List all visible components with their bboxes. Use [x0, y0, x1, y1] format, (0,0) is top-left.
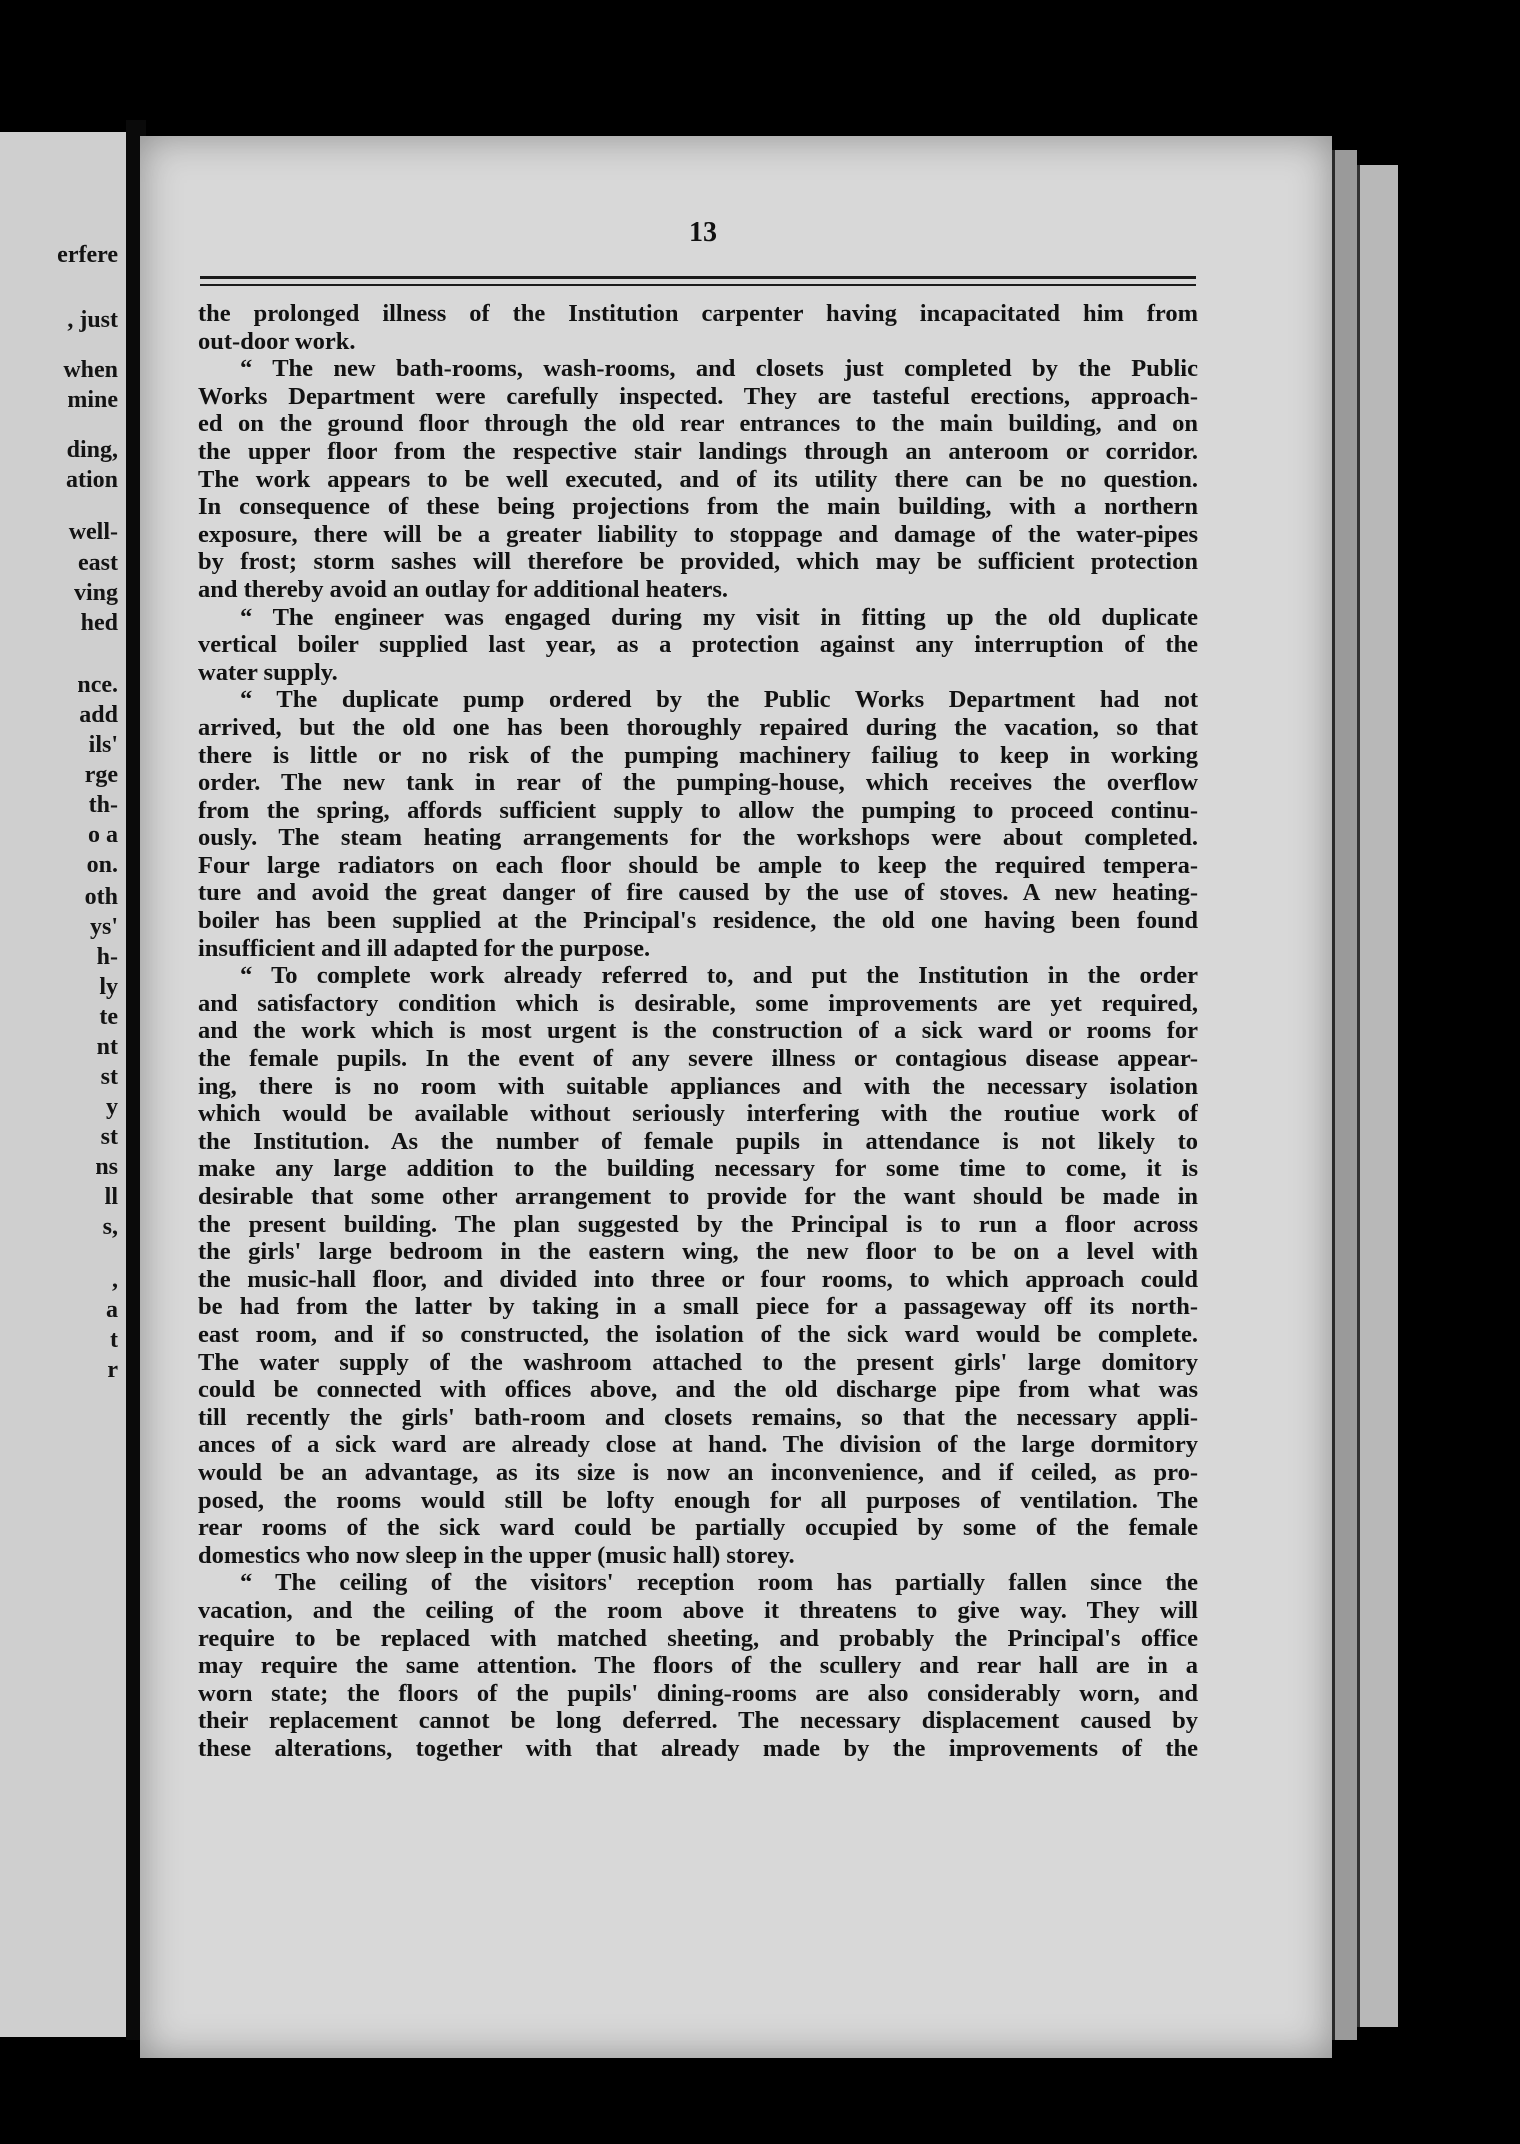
text-line: arrived, but the old one has been thoroughly repaired during the vacation, so that: [198, 713, 1198, 741]
text-line: The work appears to be well executed, and of its utility there can be no question.: [198, 465, 1198, 493]
text-line: ture and avoid the great danger of fire caused by the use of stoves. A new heating-: [198, 879, 1198, 907]
text-line: In consequence of these being projections from the main building, with a northern: [198, 493, 1198, 521]
left-page-fragment: nt: [96, 1034, 118, 1060]
text-line: their replacement cannot be long deferred. The necessary displacement caused by: [198, 1707, 1198, 1735]
left-page-fragment: oth: [84, 884, 118, 910]
text-line: ing, there is no room with suitable appliances and with the necessary isolation: [198, 1072, 1198, 1100]
text-line: and the work which is most urgent is the construction of a sick ward or rooms for: [198, 1017, 1198, 1045]
left-neighbour-page: [0, 132, 126, 2037]
text-line: the female pupils. In the event of any severe illness or contagious disease appear-: [198, 1045, 1198, 1073]
text-line: the present building. The plan suggested by the Principal is to run a floor across: [198, 1210, 1198, 1238]
text-line: may require the same attention. The floors of the scullery and rear hall are in a: [198, 1652, 1198, 1680]
body-text: [198, 300, 1198, 1860]
text-line: boiler has been supplied at the Principal's residence, the old one having been found: [198, 907, 1198, 935]
left-page-fragment: ns: [95, 1154, 118, 1180]
left-page-fragment: , just: [67, 307, 118, 333]
left-page-fragment: mine: [67, 387, 118, 413]
left-page-fragment: o a: [88, 822, 118, 848]
text-line: “ The engineer was engaged during my visit in fitting up the old duplicate: [240, 603, 1198, 631]
left-page-fragment: a: [106, 1297, 118, 1323]
text-line: “ The ceiling of the visitors' reception room has partially fallen since the: [240, 1569, 1198, 1597]
left-page-fragment: when: [63, 357, 118, 383]
page-edge: [1332, 150, 1357, 2040]
left-page-fragment: r: [107, 1357, 118, 1383]
text-line: water supply.: [198, 658, 338, 686]
text-line: “ The new bath-rooms, wash-rooms, and closets just completed by the Public: [240, 355, 1198, 383]
left-page-fragment: h-: [96, 944, 118, 970]
left-page-fragment: te: [99, 1004, 118, 1030]
text-line: be had from the latter by taking in a small piece for a passageway off its north-: [198, 1293, 1198, 1321]
text-line: east room, and if so constructed, the isolation of the sick ward would be complete.: [198, 1320, 1198, 1348]
left-page-fragment: nce.: [77, 672, 118, 698]
text-line: insufficient and ill adapted for the purpose.: [198, 934, 651, 962]
text-line: these alterations, together with that already made by the improvements of the: [198, 1734, 1198, 1762]
text-line: vertical boiler supplied last year, as a protection against any interruption of the: [198, 631, 1198, 659]
text-line: by frost; storm sashes will therefore be provided, which may be sufficient protection: [198, 548, 1198, 576]
text-line: “ The duplicate pump ordered by the Public Works Department had not: [240, 686, 1198, 714]
text-line: which would be available without seriously interfering with the routiue work of: [198, 1100, 1198, 1128]
text-line: order. The new tank in rear of the pumping-house, which receives the overflow: [198, 769, 1198, 797]
left-page-fragment: ding,: [66, 437, 118, 463]
left-page-fragment: rge: [84, 762, 118, 788]
left-page-fragment: st: [100, 1124, 118, 1150]
left-page-fragment: st: [100, 1064, 118, 1090]
text-line: could be connected with offices above, and the old discharge pipe from what was: [198, 1376, 1198, 1404]
text-line: vacation, and the ceiling of the room above it threatens to give way. They will: [198, 1596, 1198, 1624]
left-page-fragment: s,: [102, 1214, 118, 1240]
text-line: require to be replaced with matched sheeting, and probably the Principal's office: [198, 1624, 1198, 1652]
left-page-fragment: th-: [88, 792, 118, 818]
text-line: exposure, there will be a greater liability to stoppage and damage of the water-pipes: [198, 520, 1198, 548]
page-number: 13: [689, 217, 717, 248]
left-page-fragment: ,: [112, 1267, 118, 1293]
text-line: the music-hall floor, and divided into three or four rooms, to which approach could: [198, 1265, 1198, 1293]
left-page-fragment: ving: [73, 580, 118, 606]
text-line: Four large radiators on each floor should be ample to keep the required tempera-: [198, 851, 1198, 879]
left-page-fragment: east: [78, 550, 118, 576]
header-rule-thin: [200, 284, 1196, 286]
text-line: ously. The steam heating arrangements for the workshops were about completed.: [198, 824, 1198, 852]
left-page-fragment: erfere: [57, 242, 118, 268]
page-edge-back: [1357, 165, 1398, 2027]
left-page-fragment: hed: [80, 610, 118, 636]
left-page-fragment: ll: [104, 1184, 118, 1210]
text-line: the Institution. As the number of female pupils in attendance is not likely to: [198, 1127, 1198, 1155]
text-line: posed, the rooms would still be lofty enough for all purposes of ventilation. The: [198, 1486, 1198, 1514]
text-line: ances of a sick ward are already close at hand. The division of the large dormitory: [198, 1431, 1198, 1459]
text-line: The water supply of the washroom attached to the present girls' large domitory: [198, 1348, 1198, 1376]
text-line: and satisfactory condition which is desirable, some improvements are yet required,: [198, 989, 1198, 1017]
left-page-fragment: y: [106, 1094, 118, 1120]
left-page-fragment: ys': [89, 914, 118, 940]
left-page-fragment: add: [79, 702, 118, 728]
left-page-text-fragments: [0, 132, 126, 2037]
left-page-fragment: t: [110, 1327, 118, 1353]
text-line: the prolonged illness of the Institution carpenter having incapacitated him from: [198, 300, 1198, 327]
left-page-fragment: well-: [68, 519, 118, 545]
text-line: worn state; the floors of the pupils' dining-rooms are also considerably worn, and: [198, 1679, 1198, 1707]
text-line: desirable that some other arrangement to provide for the want should be made in: [198, 1183, 1198, 1210]
text-line: rear rooms of the sick ward could be partially occupied by some of the female: [198, 1514, 1198, 1542]
text-line: would be an advantage, as its size is now an inconvenience, and if ceiled, as pro-: [198, 1458, 1198, 1486]
text-line: make any large addition to the building necessary for some time to come, it is: [198, 1155, 1198, 1183]
text-line: from the spring, affords sufficient supply to allow the pumping to proceed continu-: [198, 796, 1198, 824]
text-line: “ To complete work already referred to, and put the Institution in the order: [240, 962, 1198, 990]
header-rule: [200, 276, 1196, 279]
text-line: Works Department were carefully inspected. They are tasteful erections, approach-: [198, 382, 1198, 410]
left-page-fragment: on.: [86, 852, 118, 878]
text-line: there is little or no risk of the pumping machinery failiug to keep in working: [198, 741, 1198, 769]
text-line: ed on the ground floor through the old rear entrances to the main building, and on: [198, 410, 1198, 438]
text-line: the upper floor from the respective stair landings through an anteroom or corridor.: [198, 437, 1198, 465]
left-page-fragment: ation: [65, 467, 118, 493]
left-page-fragment: ils': [88, 732, 118, 758]
text-line: the girls' large bedroom in the eastern wing, the new floor to be on a level with: [198, 1238, 1198, 1266]
text-line: domestics who now sleep in the upper (music hall) storey.: [198, 1541, 795, 1569]
text-line: till recently the girls' bath-room and closets remains, so that the necessary appli-: [198, 1403, 1198, 1431]
left-page-fragment: ly: [99, 974, 118, 1000]
text-line: and thereby avoid an outlay for additional heaters.: [198, 575, 728, 603]
text-line: out-door work.: [198, 327, 356, 355]
